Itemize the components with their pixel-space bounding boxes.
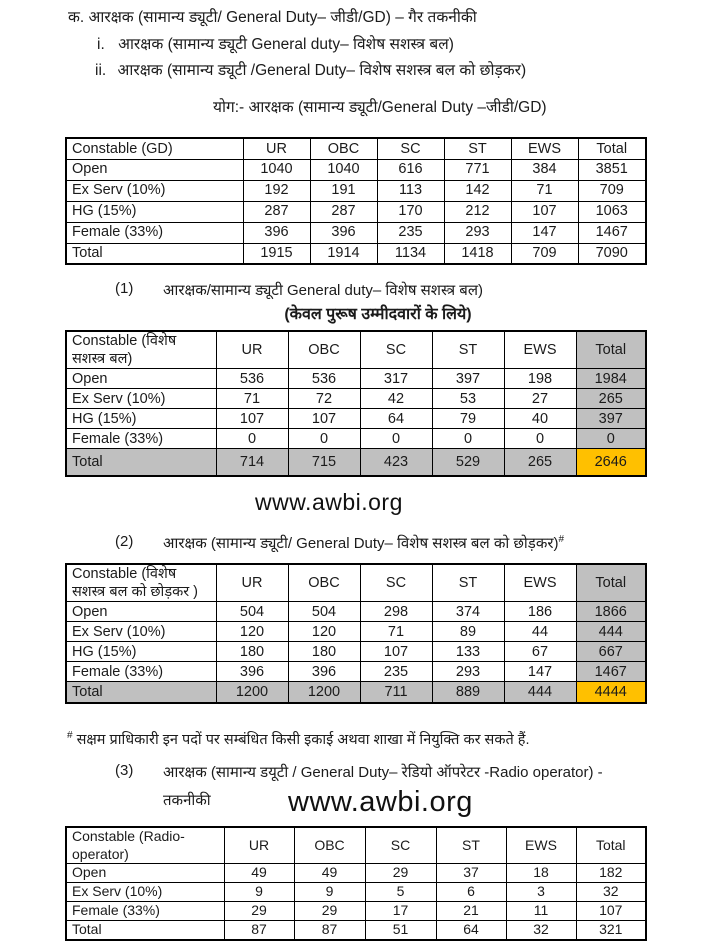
- cell: 79: [432, 409, 504, 429]
- col-header: UR: [243, 138, 310, 159]
- cell: 170: [377, 201, 444, 222]
- table-header-row: [66, 331, 646, 369]
- table-row: [66, 409, 646, 429]
- cell: 889: [432, 682, 504, 703]
- cell: 709: [578, 180, 646, 201]
- cell: 293: [444, 222, 511, 243]
- cell: 107: [360, 642, 432, 662]
- table-row: [66, 369, 646, 389]
- cell: 198: [504, 369, 576, 389]
- row-label: Total: [66, 921, 224, 940]
- cell: 1200: [216, 682, 288, 703]
- col-header: SC: [360, 331, 432, 369]
- table-row: [66, 389, 646, 409]
- col-header: ST: [436, 827, 506, 864]
- cell: 29: [224, 902, 294, 921]
- table-row: [66, 642, 646, 662]
- cell: 616: [377, 159, 444, 180]
- cell: 293: [432, 662, 504, 682]
- table-row: [66, 921, 646, 940]
- cell: 17: [365, 902, 436, 921]
- cell: 396: [288, 662, 360, 682]
- section-2-footnote-marker: #: [558, 534, 565, 545]
- cell: 44: [504, 622, 576, 642]
- cell: 133: [432, 642, 504, 662]
- list-item-ii: [95, 61, 526, 80]
- cell: 18: [506, 864, 576, 883]
- row-label: Ex Serv (10%): [66, 622, 216, 642]
- table-row: [66, 622, 646, 642]
- row-label: Total: [66, 682, 216, 703]
- cell: 529: [432, 449, 504, 476]
- table-row: [66, 682, 646, 703]
- cell: 1200: [288, 682, 360, 703]
- cell: 423: [360, 449, 432, 476]
- section-2-number: (2): [115, 533, 134, 550]
- cell: 107: [288, 409, 360, 429]
- row-label-header: Constable (विशेष सशस्त्र बल को छोड़कर ): [66, 564, 216, 602]
- cell: 180: [216, 642, 288, 662]
- row-label-header: Constable (GD): [66, 138, 243, 159]
- cell: 397: [432, 369, 504, 389]
- cell: 298: [360, 602, 432, 622]
- cell: 714: [216, 449, 288, 476]
- col-header: ST: [432, 331, 504, 369]
- cell: 2646: [576, 449, 646, 476]
- list-item-i-number: i.: [97, 36, 105, 53]
- col-header: UR: [216, 331, 288, 369]
- row-label: HG (15%): [66, 201, 243, 222]
- cell: 1040: [310, 159, 377, 180]
- cell: 1914: [310, 243, 377, 264]
- col-header: OBC: [288, 564, 360, 602]
- table-row: [66, 243, 646, 264]
- cell: 191: [310, 180, 377, 201]
- footnote-marker: #: [67, 730, 73, 742]
- cell: 147: [504, 662, 576, 682]
- table-row: [66, 201, 646, 222]
- table-row: [66, 602, 646, 622]
- cell: 113: [377, 180, 444, 201]
- cell: 11: [506, 902, 576, 921]
- cell: 396: [243, 222, 310, 243]
- list-item-i: [97, 35, 454, 54]
- cell: 120: [216, 622, 288, 642]
- cell: 235: [360, 662, 432, 682]
- row-label: HG (15%): [66, 642, 216, 662]
- cell: 709: [511, 243, 578, 264]
- cell: 53: [432, 389, 504, 409]
- col-header: UR: [224, 827, 294, 864]
- cell: 0: [432, 429, 504, 449]
- table-row: [66, 662, 646, 682]
- table-header-row: [66, 138, 646, 159]
- table-row: [66, 902, 646, 921]
- cell: 32: [506, 921, 576, 940]
- cell: 7090: [578, 243, 646, 264]
- cell: 1984: [576, 369, 646, 389]
- col-header: Total: [576, 827, 646, 864]
- col-header: Total: [576, 331, 646, 369]
- cell: 72: [288, 389, 360, 409]
- cell: 9: [294, 883, 365, 902]
- cell: 771: [444, 159, 511, 180]
- footnote-text: सक्षम प्राधिकारी इन पदों पर सम्बंधित किसी इकाई अथवा शाखा में नियुक्ति कर सकते हैं.: [76, 732, 530, 748]
- cell: 384: [511, 159, 578, 180]
- row-label: Total: [66, 449, 216, 476]
- col-header: EWS: [504, 564, 576, 602]
- cell: 49: [224, 864, 294, 883]
- total-heading: योग:- आरक्षक (सामान्य ड्यूटी/General Duty –जीडी/GD): [213, 99, 547, 116]
- section-3-label: [0, 762, 702, 782]
- cell: 711: [360, 682, 432, 703]
- table-row: [66, 159, 646, 180]
- col-header: EWS: [511, 138, 578, 159]
- list-item-ii-number: ii.: [95, 62, 107, 79]
- cell: 265: [576, 389, 646, 409]
- col-header: OBC: [310, 138, 377, 159]
- footnote: [67, 729, 530, 749]
- cell: 64: [360, 409, 432, 429]
- row-label: Total: [66, 243, 243, 264]
- cell: 142: [444, 180, 511, 201]
- section-1-subtitle: (केवल पुरूष उम्मीदवारों के लिये): [284, 306, 472, 323]
- col-header: SC: [360, 564, 432, 602]
- cell: 107: [576, 902, 646, 921]
- list-item-ii-text: आरक्षक (सामान्य ड्यूटी /General Duty– विशेष सशस्त्र बल को छोड़कर): [117, 62, 527, 79]
- table-row: [66, 180, 646, 201]
- cell: 235: [377, 222, 444, 243]
- cell: 536: [216, 369, 288, 389]
- section-2-label: [0, 533, 702, 553]
- cell: 6: [436, 883, 506, 902]
- row-label: Female (33%): [66, 222, 243, 243]
- col-header: OBC: [288, 331, 360, 369]
- cell: 4444: [576, 682, 646, 703]
- watermark-awbi-1: www.awbi.org: [255, 489, 403, 515]
- table-header-row: [66, 827, 646, 864]
- cell: 71: [360, 622, 432, 642]
- cell: 1134: [377, 243, 444, 264]
- cell: 67: [504, 642, 576, 662]
- heading-clause-k: क. आरक्षक (सामान्य ड्यूटी/ General Duty– जीडी/GD) – गैर तकनीकी: [68, 9, 477, 26]
- cell: 317: [360, 369, 432, 389]
- cell: 89: [432, 622, 504, 642]
- list-item-i-text: आरक्षक (सामान्य ड्यूटी General duty– विशेष सशस्त्र बल): [118, 36, 454, 53]
- cell: 287: [310, 201, 377, 222]
- table-constable-radio: [65, 826, 647, 941]
- cell: 192: [243, 180, 310, 201]
- col-header: UR: [216, 564, 288, 602]
- cell: 5: [365, 883, 436, 902]
- row-label: Ex Serv (10%): [66, 389, 216, 409]
- table-header-row: [66, 564, 646, 602]
- cell: 321: [576, 921, 646, 940]
- row-label-header: Constable (विशेष सशस्त्र बल): [66, 331, 216, 369]
- cell: 0: [360, 429, 432, 449]
- cell: 536: [288, 369, 360, 389]
- cell: 504: [288, 602, 360, 622]
- cell: 37: [436, 864, 506, 883]
- row-label: Female (33%): [66, 902, 224, 921]
- cell: 182: [576, 864, 646, 883]
- table-row: [66, 429, 646, 449]
- cell: 49: [294, 864, 365, 883]
- cell: 3851: [578, 159, 646, 180]
- col-header: EWS: [506, 827, 576, 864]
- row-label: Female (33%): [66, 662, 216, 682]
- cell: 1063: [578, 201, 646, 222]
- col-header: Total: [578, 138, 646, 159]
- cell: 9: [224, 883, 294, 902]
- row-label: HG (15%): [66, 409, 216, 429]
- cell: 265: [504, 449, 576, 476]
- cell: 40: [504, 409, 576, 429]
- table-constable-ssb: [65, 330, 647, 477]
- section-2-text-main: आरक्षक (सामान्य ड्यूटी/ General Duty– विशेष सशस्त्र बल को छोड़कर): [163, 535, 559, 552]
- table-row: [66, 883, 646, 902]
- cell: 120: [288, 622, 360, 642]
- cell: 1467: [578, 222, 646, 243]
- row-label: Female (33%): [66, 429, 216, 449]
- cell: 287: [243, 201, 310, 222]
- cell: 64: [436, 921, 506, 940]
- row-label: Ex Serv (10%): [66, 883, 224, 902]
- table-constable-excl-ssb: [65, 563, 647, 704]
- row-label: Ex Serv (10%): [66, 180, 243, 201]
- section-3-text-line2: तकनीकी: [163, 792, 211, 809]
- table-row: [66, 864, 646, 883]
- cell: 51: [365, 921, 436, 940]
- section-2-text: [163, 533, 564, 553]
- table-row: [66, 222, 646, 243]
- cell: 42: [360, 389, 432, 409]
- cell: 1467: [576, 662, 646, 682]
- section-3-text-line1: आरक्षक (सामान्य डयूटी / General Duty– रेडियो ऑपरेटर -Radio operator) -: [163, 764, 603, 781]
- cell: 147: [511, 222, 578, 243]
- cell: 3: [506, 883, 576, 902]
- cell: 29: [294, 902, 365, 921]
- watermark-awbi-2: www.awbi.org: [288, 786, 473, 818]
- col-header: SC: [377, 138, 444, 159]
- col-header: EWS: [504, 331, 576, 369]
- cell: 444: [504, 682, 576, 703]
- cell: 396: [310, 222, 377, 243]
- cell: 397: [576, 409, 646, 429]
- table-constable-gd: [65, 137, 647, 265]
- table-row: [66, 449, 646, 476]
- cell: 1915: [243, 243, 310, 264]
- col-header: SC: [365, 827, 436, 864]
- cell: 186: [504, 602, 576, 622]
- cell: 1418: [444, 243, 511, 264]
- cell: 396: [216, 662, 288, 682]
- row-label: Open: [66, 369, 216, 389]
- cell: 180: [288, 642, 360, 662]
- cell: 87: [224, 921, 294, 940]
- cell: 27: [504, 389, 576, 409]
- col-header: ST: [432, 564, 504, 602]
- cell: 1040: [243, 159, 310, 180]
- cell: 21: [436, 902, 506, 921]
- cell: 71: [511, 180, 578, 201]
- cell: 32: [576, 883, 646, 902]
- row-label: Open: [66, 602, 216, 622]
- row-label: Open: [66, 864, 224, 883]
- row-label-header: Constable (Radio-operator): [66, 827, 224, 864]
- col-header: ST: [444, 138, 511, 159]
- cell: 0: [288, 429, 360, 449]
- section-1-label: [0, 280, 702, 300]
- col-header: Total: [576, 564, 646, 602]
- cell: 0: [504, 429, 576, 449]
- cell: 29: [365, 864, 436, 883]
- cell: 212: [444, 201, 511, 222]
- section-3-number: (3): [115, 762, 134, 779]
- section-1-text: आरक्षक/सामान्य ड्यूटी General duty– विशेष सशस्त्र बल): [163, 282, 484, 299]
- row-label: Open: [66, 159, 243, 180]
- cell: 0: [216, 429, 288, 449]
- cell: 0: [576, 429, 646, 449]
- cell: 107: [511, 201, 578, 222]
- cell: 715: [288, 449, 360, 476]
- cell: 1866: [576, 602, 646, 622]
- col-header: OBC: [294, 827, 365, 864]
- cell: 667: [576, 642, 646, 662]
- cell: 444: [576, 622, 646, 642]
- cell: 374: [432, 602, 504, 622]
- cell: 107: [216, 409, 288, 429]
- cell: 87: [294, 921, 365, 940]
- cell: 504: [216, 602, 288, 622]
- section-1-number: (1): [115, 280, 134, 297]
- cell: 71: [216, 389, 288, 409]
